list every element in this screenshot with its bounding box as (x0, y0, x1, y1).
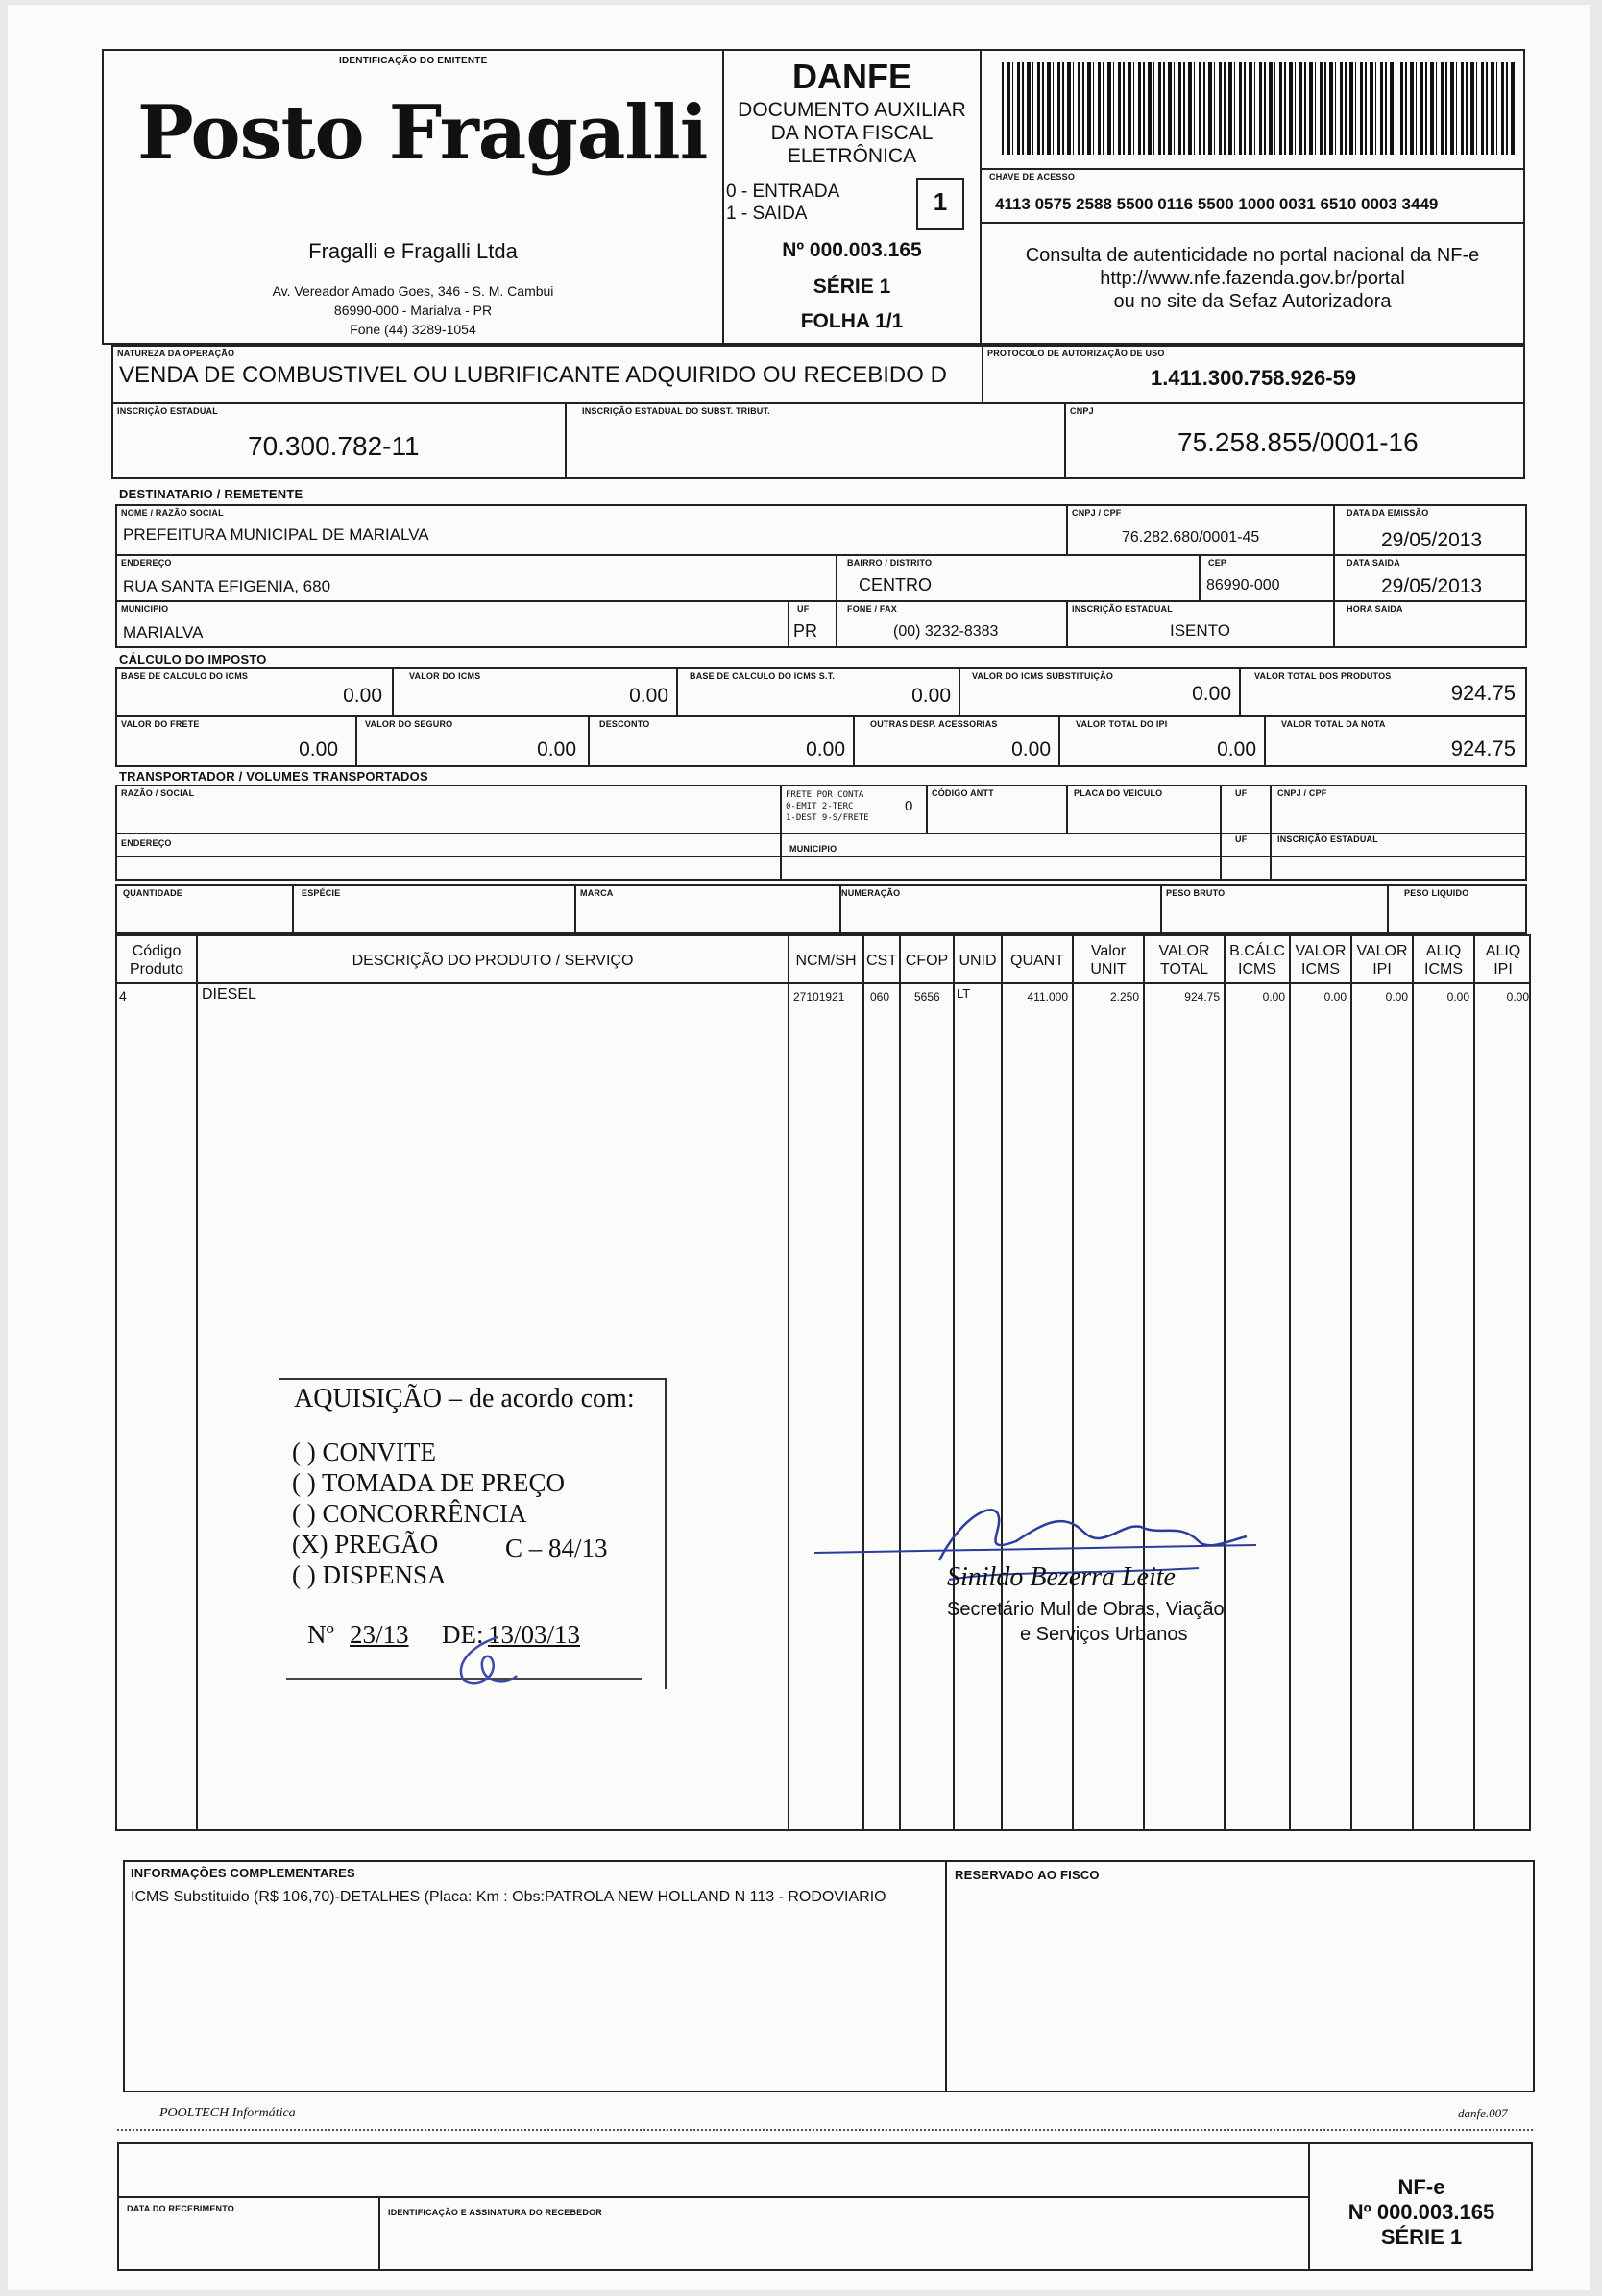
row-aicms: 0.00 (1446, 990, 1469, 1003)
th-quant: QUANT (1010, 953, 1064, 969)
danfe-saida: 1 - SAIDA (726, 204, 808, 224)
frete-conta-value: 0 (905, 798, 913, 814)
divider (117, 2196, 1308, 2198)
th-cfop: CFOP (905, 953, 949, 969)
th-vipi-1: VALOR (1356, 943, 1408, 959)
stamp-dispensa: ( ) DISPENSA (292, 1560, 447, 1589)
dest-municipio: MARIALVA (123, 623, 204, 641)
divider (1160, 884, 1162, 934)
dest-fone-label: FONE / FAX (847, 604, 898, 614)
dest-fone: (00) 3232-8383 (893, 623, 999, 640)
divider (574, 884, 576, 934)
emitente-cep-cidade: 86990-000 - Marialva - PR (333, 302, 493, 318)
row-bc: 0.00 (1262, 990, 1285, 1003)
divider (196, 934, 198, 1831)
divider (115, 715, 1527, 717)
v-nota-label: VALOR TOTAL DA NOTA (1281, 719, 1386, 729)
chave-label: CHAVE DE ACESSO (989, 172, 1076, 181)
divider (1224, 934, 1226, 1831)
cut-line (117, 2129, 1533, 2131)
frete: 0.00 (299, 738, 338, 761)
emitente-fone: Fone (44) 3289-1054 (350, 322, 476, 337)
dest-hora-label: HORA SAIDA (1347, 604, 1403, 614)
th-vicms-1: VALOR (1295, 943, 1347, 959)
divider (115, 982, 1531, 984)
cnpj-value: 75.258.855/0001-16 (1177, 427, 1419, 457)
stamp-tomada: ( ) TOMADA DE PREÇO (292, 1468, 566, 1497)
bc-icms: 0.00 (343, 685, 382, 707)
th-vunit (1074, 942, 1143, 979)
natureza-label: NATUREZA DA OPERAÇÃO (117, 349, 235, 358)
desconto: 0.00 (806, 738, 845, 761)
divider (980, 222, 1525, 224)
danfe-subtitle-1: DOCUMENTO AUXILIAR (738, 99, 966, 121)
antt-label: CÓDIGO ANTT (932, 788, 994, 798)
seguro: 0.00 (537, 738, 576, 761)
consulta-line-3: ou no site da Sefaz Autorizadora (1113, 291, 1392, 312)
transp-uf-label: UF (1235, 788, 1248, 798)
danfe-document (8, 5, 1590, 2290)
divider (1143, 934, 1145, 1831)
row-cst: 060 (870, 990, 890, 1003)
divider (1289, 934, 1291, 1831)
th-vicms-2: ICMS (1301, 961, 1340, 978)
emitente-label: IDENTIFICAÇÃO DO EMITENTE (339, 56, 488, 66)
th-aipi (1475, 942, 1531, 979)
frete-label: VALOR DO FRETE (121, 719, 200, 729)
danfe-subtitle-3: ELETRÔNICA (787, 145, 917, 167)
danfe-entrada: 0 - ENTRADA (726, 181, 840, 202)
signature-role-2: e Serviços Urbanos (1020, 1624, 1188, 1645)
seguro-label: VALOR DO SEGURO (365, 719, 453, 729)
row-quant: 411.000 (1027, 990, 1068, 1003)
danfe-serie: SÉRIE 1 (813, 276, 891, 298)
danfe-numero: Nº 000.003.165 (782, 239, 922, 261)
numeracao-label: NUMERAÇÃO (841, 888, 901, 898)
stamp-de: 13/03/13 (488, 1620, 581, 1649)
v-prod-label: VALOR TOTAL DOS PRODUTOS (1254, 671, 1392, 681)
outras-label: OUTRAS DESP. ACESSORIAS (870, 719, 998, 729)
th-cst: CST (866, 953, 897, 969)
th-vtotal (1145, 942, 1224, 979)
natureza-value: VENDA DE COMBUSTIVEL OU LUBRIFICANTE ADQUIRIDO OU RECEBIDO D (119, 362, 947, 388)
info-label: INFORMAÇÕES COMPLEMENTARES (131, 1866, 355, 1880)
row-vunit: 2.250 (1109, 990, 1139, 1003)
protocolo-value: 1.411.300.758.926-59 (1150, 366, 1357, 390)
transp-uf2-label: UF (1235, 834, 1248, 844)
outras: 0.00 (1011, 738, 1051, 761)
th-codigo-1: Código (132, 943, 182, 959)
emitente-razao-social: Fragalli e Fragalli Ltda (308, 239, 518, 263)
divider (788, 600, 789, 648)
stamp-pregao: (X) PREGÃO (292, 1530, 439, 1559)
marca-label: MARCA (580, 888, 614, 898)
danfe-folha: FOLHA 1/1 (800, 310, 904, 332)
emitente-logo: Posto Fragalli (137, 89, 708, 177)
divider (1072, 934, 1074, 1831)
row-vicms: 0.00 (1323, 990, 1347, 1003)
dest-endereco: RUA SANTA EFIGENIA, 680 (123, 577, 331, 595)
dest-endereco-label: ENDEREÇO (121, 558, 172, 568)
row-ncm: 27101921 (793, 990, 845, 1003)
dest-nome: PREFEITURA MUNICIPAL DE MARIALVA (123, 525, 429, 544)
divider (945, 1860, 947, 2092)
transp-endereco-label: ENDEREÇO (121, 838, 172, 848)
divider (862, 934, 864, 1831)
th-vtotal-2: TOTAL (1159, 961, 1209, 978)
divider (1270, 785, 1272, 881)
stamp-numero: 23/13 (350, 1620, 409, 1649)
ipi-label: VALOR TOTAL DO IPI (1076, 719, 1168, 729)
row-vtotal: 924.75 (1184, 990, 1220, 1003)
divider (788, 934, 789, 1831)
frete-conta-1: FRETE POR CONTA (786, 790, 864, 800)
barcode (1002, 62, 1520, 155)
dest-municipio-label: MUNICIPIO (121, 604, 169, 614)
dest-bairro: CENTRO (859, 575, 932, 594)
divider (953, 934, 955, 1831)
stamp-pregao-num: C – 84/13 (505, 1534, 608, 1562)
software-name: POOLTECH Informática (159, 2106, 296, 2120)
row-aipi: 0.00 (1506, 990, 1529, 1003)
frete-conta-2: 0-EMIT 2-TERC (786, 802, 854, 811)
canhoto-ident-label: IDENTIFICAÇÃO E ASSINATURA DO RECEBEDOR (388, 2208, 602, 2217)
software-version: danfe.007 (1458, 2106, 1508, 2120)
th-unid: UNID (959, 953, 997, 969)
info-text: ICMS Substituido (R$ 106,70)-DETALHES (Placa: Km : Obs:PATROLA NEW HOLLAND N 113 - RODOVIARIO (131, 1889, 886, 1905)
divider (1387, 884, 1389, 934)
row-unid: LT (957, 986, 971, 1001)
th-aipi-2: IPI (1493, 961, 1513, 978)
th-aicms (1414, 942, 1473, 979)
transp-cnpj-label: CNPJ / CPF (1277, 788, 1327, 798)
emitente-endereco: Av. Vereador Amado Goes, 346 - S. M. Cambui (272, 283, 554, 299)
dest-cep: 86990-000 (1206, 577, 1280, 593)
dest-ie-label: INSCRIÇÃO ESTADUAL (1072, 604, 1173, 614)
bc-st: 0.00 (911, 685, 951, 707)
qtd-label: QUANTIDADE (123, 888, 182, 898)
transp-razao-label: RAZÃO / SOCIAL (121, 788, 195, 798)
divider (980, 168, 1525, 170)
dest-uf-label: UF (797, 604, 810, 614)
divider (378, 2196, 380, 2271)
row-descricao: DIESEL (202, 986, 256, 1003)
stamp-de-prefix: DE: (442, 1620, 484, 1649)
canhoto-nfe: NF-e (1397, 2175, 1445, 2199)
divider (899, 934, 901, 1831)
desconto-label: DESCONTO (599, 719, 650, 729)
canhoto-serie: SÉRIE 1 (1380, 2225, 1463, 2249)
th-vipi (1352, 942, 1412, 979)
v-icms-label: VALOR DO ICMS (409, 671, 481, 681)
dest-cep-label: CEP (1208, 558, 1227, 568)
th-bc (1226, 942, 1289, 979)
canhoto-numero: Nº 000.003.165 (1347, 2200, 1495, 2224)
divider (1066, 504, 1068, 554)
divider (926, 785, 928, 833)
protocolo-label: PROTOCOLO DE AUTORIZAÇÃO DE USO (987, 349, 1165, 358)
v-icms: 0.00 (629, 685, 668, 707)
consulta-line-2: http://www.nfe.fazenda.gov.br/portal (1100, 268, 1405, 289)
th-aicms-1: ALIQ (1425, 943, 1462, 959)
dest-saida-label: DATA SAIDA (1347, 558, 1400, 568)
row-cfop: 5656 (914, 990, 940, 1003)
signature-name: Sinildo Bezerra Leite (947, 1562, 1176, 1592)
bc-st-label: BASE DE CALCULO DO ICMS S.T. (690, 671, 836, 681)
ie-value: 70.300.782-11 (248, 431, 420, 461)
bc-icms-label: BASE DE CALCULO DO ICMS (121, 671, 249, 681)
ipi: 0.00 (1217, 738, 1256, 761)
canhoto-data-label: DATA DO RECEBIMENTO (127, 2204, 234, 2213)
dest-bairro-label: BAIRRO / DISTRITO (847, 558, 933, 568)
divider (565, 402, 567, 479)
v-nota: 924.75 (1450, 737, 1516, 761)
v-st: 0.00 (1192, 683, 1231, 705)
cnpj-label: CNPJ (1070, 406, 1094, 416)
stamp-numero-prefix: Nº (307, 1620, 334, 1649)
v-prod: 924.75 (1450, 681, 1516, 705)
divider (1333, 504, 1335, 648)
divider (1220, 785, 1222, 881)
divider (1001, 934, 1003, 1831)
imposto-section: CÁLCULO DO IMPOSTO (119, 652, 267, 666)
especie-label: ESPÉCIE (302, 888, 341, 898)
divider (1066, 600, 1068, 648)
frete-conta-3: 1-DEST 9-S/FRETE (786, 813, 869, 823)
divider (836, 554, 837, 648)
peso-liquido-label: PESO LIQUIDO (1404, 888, 1469, 898)
dest-ie: ISENTO (1170, 621, 1230, 640)
th-vunit-1: Valor (1090, 943, 1127, 959)
divider (1066, 785, 1068, 833)
transp-ie-label: INSCRIÇÃO ESTADUAL (1277, 834, 1378, 844)
divider (115, 554, 1527, 556)
ie-st-label: INSCRIÇÃO ESTADUAL DO SUBST. TRIBUT. (582, 406, 770, 416)
dest-emissao-label: DATA DA EMISSÃO (1347, 508, 1429, 518)
divider (780, 785, 782, 881)
divider (1350, 934, 1352, 1831)
divider (1412, 934, 1414, 1831)
th-vicms (1291, 942, 1350, 979)
stamp-concorrencia: ( ) CONCORRÊNCIA (292, 1499, 527, 1528)
dest-uf: PR (793, 621, 818, 640)
stamp-convite: ( ) CONVITE (292, 1438, 436, 1466)
row-vipi: 0.00 (1385, 990, 1408, 1003)
transporte-section: TRANSPORTADOR / VOLUMES TRANSPORTADOS (119, 769, 428, 784)
th-vunit-2: UNIT (1090, 961, 1127, 978)
danfe-subtitle-2: DA NOTA FISCAL (770, 122, 934, 144)
ie-label: INSCRIÇÃO ESTADUAL (117, 406, 218, 416)
th-bc-1: B.CÁLC (1229, 943, 1285, 959)
dest-cnpj: 76.282.680/0001-45 (1122, 529, 1260, 545)
dest-saida: 29/05/2013 (1381, 575, 1483, 597)
th-bc-2: ICMS (1238, 961, 1276, 978)
th-descricao: DESCRIÇÃO DO PRODUTO / SERVIÇO (352, 953, 634, 969)
stamp-title: AQUISIÇÃO – de acordo com: (294, 1384, 635, 1414)
divider (115, 600, 1527, 602)
th-aicms-2: ICMS (1424, 961, 1463, 978)
th-vtotal-1: VALOR (1158, 943, 1210, 959)
th-codigo-2: Produto (129, 961, 184, 978)
th-ncm: NCM/SH (795, 953, 857, 969)
peso-bruto-label: PESO BRUTO (1166, 888, 1226, 898)
th-aipi-1: ALIQ (1485, 943, 1521, 959)
dest-cnpj-label: CNPJ / CPF (1072, 508, 1122, 518)
th-vipi-2: IPI (1372, 961, 1392, 978)
divider (1064, 402, 1066, 479)
consulta-line-1: Consulta de autenticidade no portal nacional da NF-e (1025, 245, 1480, 266)
danfe-tipo: 1 (933, 187, 948, 216)
destinatario-section: DESTINATARIO / REMETENTE (119, 487, 303, 501)
divider (292, 884, 294, 934)
dest-nome-label: NOME / RAZÃO SOCIAL (121, 508, 224, 518)
row-codigo: 4 (119, 988, 127, 1003)
signature-role-1: Secretário Mul de Obras, Viação (947, 1599, 1225, 1620)
chave-value: 4113 0575 2588 5500 0116 5500 1000 0031 6510 0003 3449 (995, 195, 1439, 213)
transp-municipio-label: MUNICIPIO (789, 844, 837, 854)
stamp-initials (440, 1628, 526, 1695)
divider (115, 856, 1527, 857)
divider (1199, 554, 1201, 600)
v-st-label: VALOR DO ICMS SUBSTITUIÇÃO (972, 671, 1114, 681)
placa-label: PLACA DO VEICULO (1074, 788, 1163, 798)
danfe-title: DANFE (792, 57, 911, 96)
fisco-label: RESERVADO AO FISCO (955, 1868, 1100, 1882)
dest-emissao: 29/05/2013 (1381, 529, 1483, 551)
th-codigo (117, 942, 196, 979)
divider (1473, 934, 1475, 1831)
